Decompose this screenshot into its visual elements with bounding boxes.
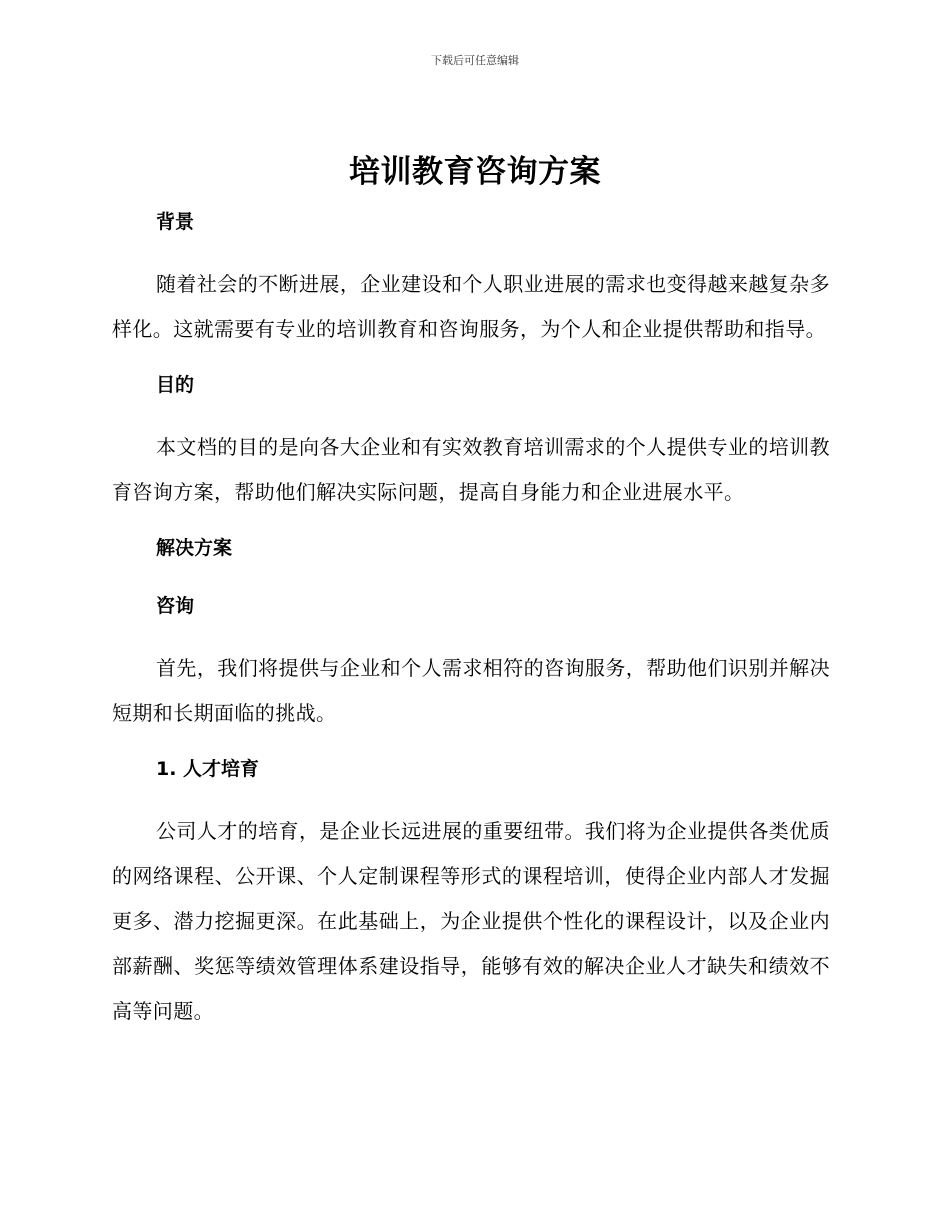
section-heading-talent: 1. 人才培育 xyxy=(156,758,260,780)
page-header: 下载后可任意编辑 xyxy=(431,54,519,67)
paragraph-talent: 公司人才的培育，是企业长远进展的重要纽带。我们将为企业提供各类优质的网络课程、公开课、个人定制课程等形式的课程培训，使得企业内部人才发掘更多、潜力挖掘更深。在此基础上，为企业提供个性化的课程设计，以及企业内部薪酬、奖惩等绩效管理体系建设指导，能够有效的解决企业人才缺失和绩效不高等问题。 xyxy=(112,819,830,1023)
document-body xyxy=(112,204,830,1034)
paragraph-consult: 首先，我们将提供与企业和个人需求相符的咨询服务，帮助他们识别并解决短期和长期面临的挑战。 xyxy=(112,656,830,725)
paragraph-purpose: 本文档的目的是向各大企业和有实效教育培训需求的个人提供专业的培训教育咨询方案，帮助他们解决实际问题，提高自身能力和企业进展水平。 xyxy=(112,435,830,504)
section-heading-solution: 解决方案 xyxy=(156,537,233,559)
paragraph-background: 随着社会的不断进展，企业建设和个人职业进展的需求也变得越来越复杂多样化。这就需要有专业的培训教育和咨询服务，为个人和企业提供帮助和指导。 xyxy=(112,272,830,341)
section-heading-background: 背景 xyxy=(156,211,195,233)
section-heading-consult: 咨询 xyxy=(156,595,195,617)
section-heading-purpose: 目的 xyxy=(156,374,195,396)
document-title: 培训教育咨询方案 xyxy=(349,154,601,190)
